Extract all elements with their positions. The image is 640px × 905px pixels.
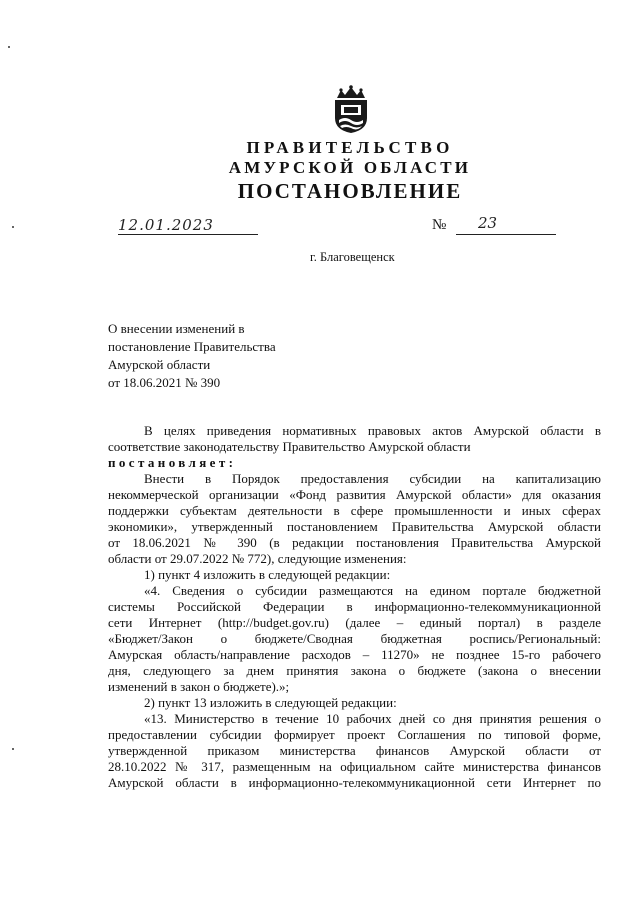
body-line: поддержки субъектам деятельности в сфере промышленности и иных сферах bbox=[108, 503, 601, 518]
city-label: г. Благовещенск bbox=[310, 250, 395, 264]
decree-word: постановляет: bbox=[108, 455, 237, 470]
body-line: «4. Сведения о субсидии размещаются на едином портале бюджетной bbox=[144, 583, 601, 598]
body-line: 2) пункт 13 изложить в следующей редакции: bbox=[144, 695, 397, 710]
body-line: сети Интернет (http://budget.gov.ru) (далее – единый портал) в разделе bbox=[108, 615, 601, 630]
document-type-title: ПОСТАНОВЛЕНИЕ bbox=[237, 179, 463, 203]
body-line: В целях приведения нормативных правовых актов Амурской области в bbox=[144, 423, 601, 438]
body-line: от 18.06.2021 № 390 (в редакции постановления Правительства Амурской bbox=[108, 535, 601, 550]
body-line: системы Российской Федерации в информационно-телекоммуникационной bbox=[108, 599, 601, 614]
body-line: предоставлении субсидии формирует проект Соглашения по типовой форме, bbox=[108, 727, 601, 742]
body-line: «13. Министерство в течение 10 рабочих дней со дня принятия решения о bbox=[144, 711, 601, 726]
scan-speck bbox=[8, 46, 10, 48]
subject-line: Амурской области bbox=[108, 357, 211, 372]
document-body bbox=[108, 423, 601, 791]
date-underline bbox=[118, 234, 258, 235]
document-subject bbox=[108, 320, 276, 392]
body-line: 1) пункт 4 изложить в следующей редакции: bbox=[144, 567, 391, 582]
subject-line: от 18.06.2021 № 390 bbox=[108, 375, 221, 390]
body-line: области от 29.07.2022 № 772), следующие изменения: bbox=[108, 551, 407, 566]
body-line: экономики», утвержденный постановлением Правительства Амурской области bbox=[108, 519, 601, 534]
body-line: соответствие законодательству Правительство Амурской области bbox=[108, 439, 471, 454]
subject-line: постановление Правительства bbox=[108, 339, 276, 354]
body-line: изменений в закон о бюджете).»; bbox=[108, 679, 290, 694]
handwritten-number: 23 bbox=[478, 214, 498, 232]
body-line: 28.10.2022 № 317, размещенным на официальном сайте министерства финансов bbox=[108, 759, 601, 774]
number-underline bbox=[456, 234, 556, 235]
body-line: Внести в Порядок предоставления субсидии на капитализацию bbox=[144, 471, 601, 486]
subject-line: О внесении изменений в bbox=[108, 321, 245, 336]
coat-of-arms-icon bbox=[329, 84, 373, 134]
body-line: утвержденной приказом министерства финансов Амурской области от bbox=[108, 743, 601, 758]
handwritten-date: 12.01.2023 bbox=[118, 216, 214, 234]
government-name-line1: ПРАВИТЕЛЬСТВО bbox=[246, 138, 454, 157]
body-line: дня, следующего за днем принятия закона о бюджете (закона о внесении bbox=[108, 663, 601, 678]
body-line: некоммерческой организации «Фонд развития Амурской области» для оказания bbox=[108, 487, 601, 502]
scan-speck bbox=[12, 226, 14, 228]
number-sign: № bbox=[432, 217, 447, 233]
body-line: Амурская область/направление расходов – 11270» не позднее 15-го рабочего bbox=[108, 647, 601, 662]
body-line: Амурской области в информационно-телекоммуникационной сети Интернет по bbox=[108, 775, 601, 790]
scan-speck bbox=[12, 748, 14, 750]
government-name-line2: АМУРСКОЙ ОБЛАСТИ bbox=[228, 158, 472, 177]
body-line: «Бюджет/Закон о бюджете/Сводная бюджетная роспись/Региональный: bbox=[108, 631, 601, 646]
